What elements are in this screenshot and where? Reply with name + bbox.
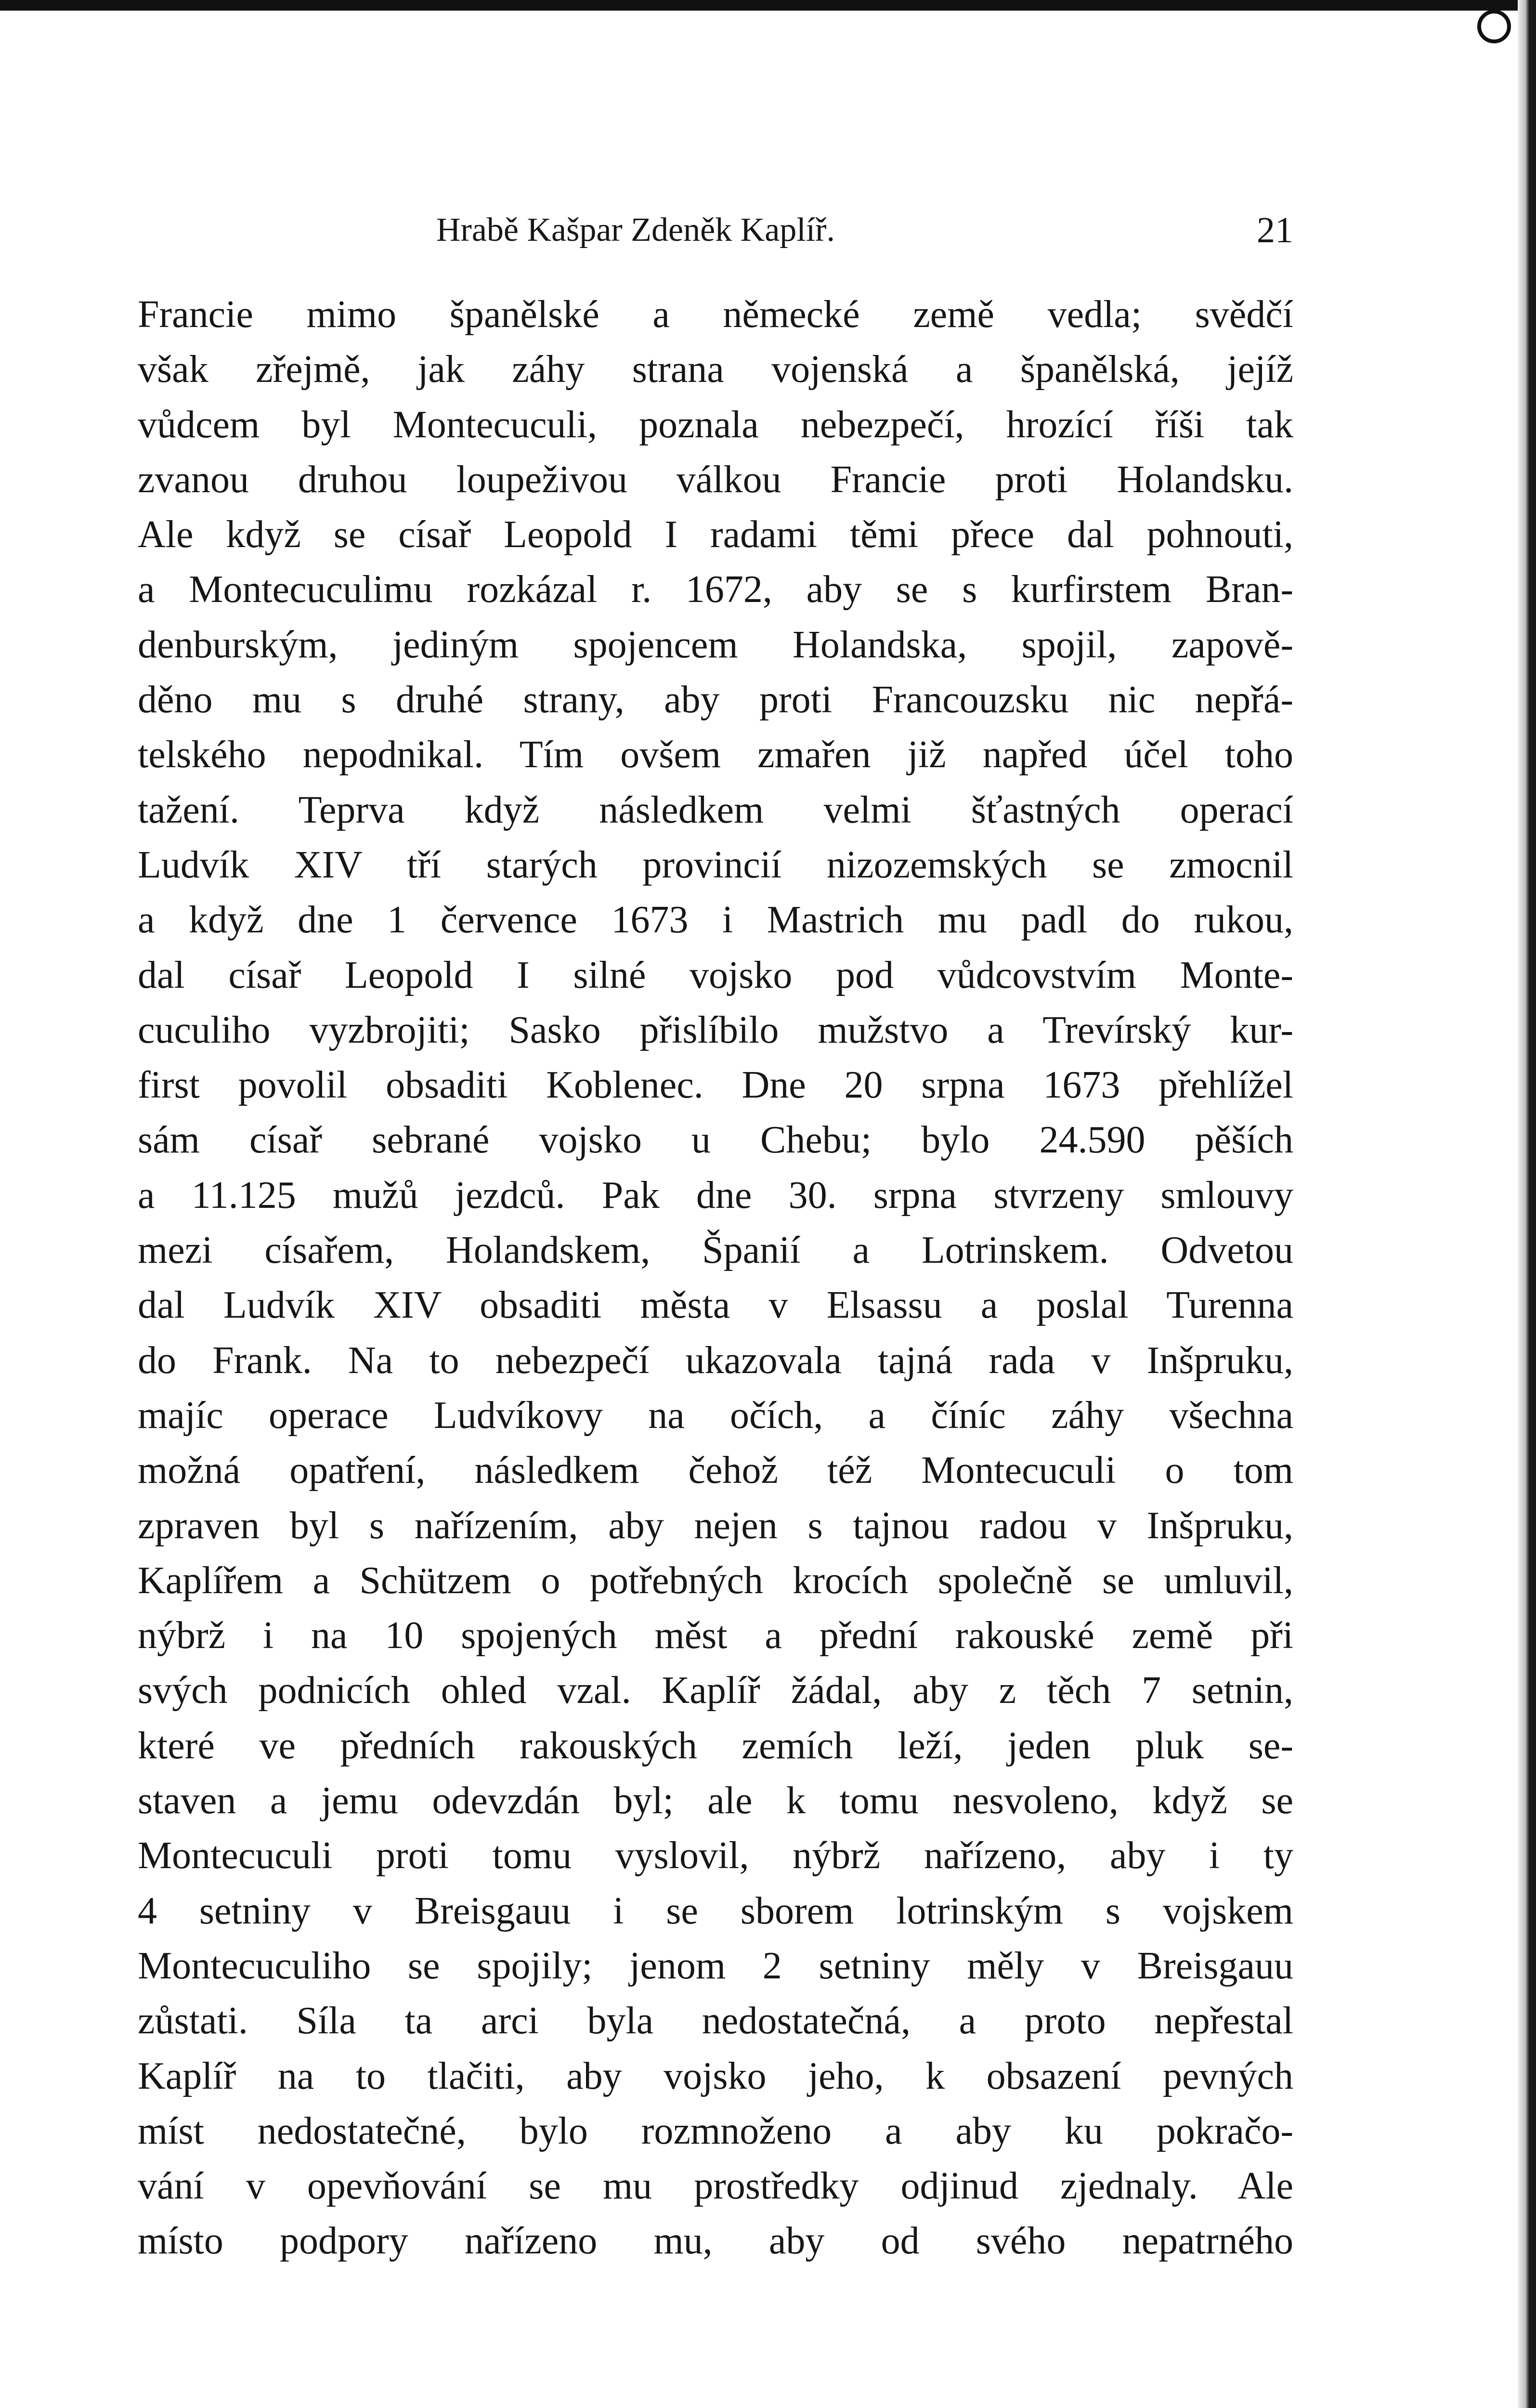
body-text: [138, 287, 1293, 2269]
text-line: míst nedostatečné, bylo rozmnoženo a aby ku pokračo-: [138, 2109, 1293, 2152]
text-line: majíc operace Ludvíkovy na očích, a číníc záhy všechna: [138, 1394, 1293, 1437]
text-line: Ludvík XIV tří starých provincií nizozemských se zmocnil: [138, 843, 1293, 886]
text-line: Kaplíř na to tlačiti, aby vojsko jeho, k obsazení pevných: [138, 2055, 1293, 2097]
text-line: Montecuculiho se spojily; jenom 2 setniny měly v Breisgauu: [138, 1944, 1293, 1987]
text-line: svých podnicích ohled vzal. Kaplíř žádal, aby z těch 7 setnin,: [138, 1669, 1293, 1712]
running-title: Hrabě Kašpar Zdeněk Kaplíř.: [436, 211, 835, 249]
text-line: děno mu s druhé strany, aby proti Francouzsku nic nepřá-: [138, 679, 1293, 721]
page-number: 21: [1257, 210, 1293, 250]
text-line: zpraven byl s nařízením, aby nejen s tajnou radou v Inšpruku,: [138, 1504, 1293, 1547]
text-line: však zřejmě, jak záhy strana vojenská a španělská, jejíž: [138, 348, 1293, 391]
text-line: Ale když se císař Leopold I radami těmi přece dal pohnouti,: [138, 513, 1293, 556]
text-line: vání v opevňování se mu prostředky odjinud zjednaly. Ale: [138, 2165, 1293, 2208]
text-line: dal císař Leopold I silné vojsko pod vůdcovstvím Monte-: [138, 954, 1293, 996]
text-line: Francie mimo španělské a německé země vedla; svědčí: [138, 293, 1293, 336]
text-line: a 11.125 mužů jezdců. Pak dne 30. srpna stvrzeny smlouvy: [138, 1174, 1293, 1217]
text-line: Kaplířem a Schützem o potřebných krocích společně se umluvil,: [138, 1559, 1293, 1602]
text-line: do Frank. Na to nebezpečí ukazovala tajná rada v Inšpruku,: [138, 1339, 1293, 1382]
text-line: Montecuculi proti tomu vyslovil, nýbrž nařízeno, aby i ty: [138, 1834, 1293, 1877]
text-line: které ve předních rakouských zemích leží, jeden pluk se-: [138, 1724, 1293, 1767]
scan-border-top: [0, 0, 1536, 11]
text-line: místo podpory nařízeno mu, aby od svého nepatrného: [138, 2220, 1293, 2263]
text-line: tažení. Teprva když následkem velmi šťastných operací: [138, 788, 1293, 831]
text-line: zvanou druhou loupeživou válkou Francie proti Holandsku.: [138, 458, 1293, 501]
text-line: a když dne 1 července 1673 i Mastrich mu padl do rukou,: [138, 899, 1293, 942]
text-line: mezi císařem, Holandskem, Španií a Lotrinskem. Odvetou: [138, 1229, 1293, 1272]
text-line: vůdcem byl Montecuculi, poznala nebezpečí, hrozící říši tak: [138, 403, 1293, 446]
text-line: denburským, jediným spojencem Holandska, spojil, zapově-: [138, 623, 1293, 666]
scan-corner-mark: [1477, 10, 1511, 43]
text-line: telského nepodnikal. Tím ovšem zmařen již napřed účel toho: [138, 733, 1293, 776]
text-line: 4 setniny v Breisgauu i se sborem lotrinským s vojskem: [138, 1889, 1293, 1932]
text-line: možná opatření, následkem čehož též Montecuculi o tom: [138, 1449, 1293, 1492]
text-line: first povolil obsaditi Koblenec. Dne 20 srpna 1673 přehlížel: [138, 1064, 1293, 1107]
text-line: staven a jemu odevzdán byl; ale k tomu nesvoleno, když se: [138, 1780, 1293, 1822]
text-line: zůstati. Síla ta arci byla nedostatečná, a proto nepřestal: [138, 2000, 1293, 2042]
text-line: sám císař sebrané vojsko u Chebu; bylo 24.590 pěších: [138, 1119, 1293, 1162]
text-line: nýbrž i na 10 spojených měst a přední rakouské země při: [138, 1614, 1293, 1657]
text-line: dal Ludvík XIV obsaditi města v Elsassu a poslal Turenna: [138, 1284, 1293, 1327]
scan-border-right: [1518, 0, 1536, 2408]
text-line: a Montecuculimu rozkázal r. 1672, aby se s kurfirstem Bran-: [138, 568, 1293, 611]
text-line: cuculiho vyzbrojiti; Sasko přislíbilo mužstvo a Trevírský kur-: [138, 1008, 1293, 1051]
page-header: [138, 206, 1293, 254]
